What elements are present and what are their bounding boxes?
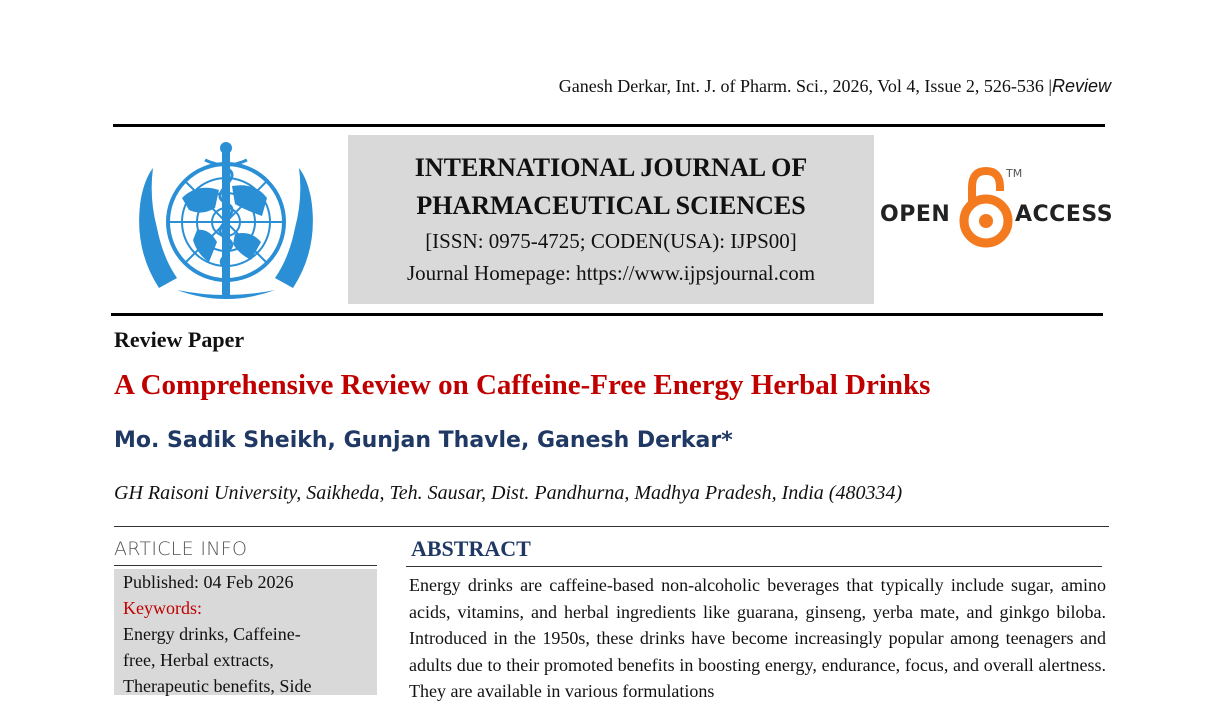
open-access-logo	[880, 165, 1114, 250]
header-rule-top	[113, 124, 1105, 127]
article-info-rule	[114, 565, 377, 566]
article-type: Review	[1051, 76, 1111, 96]
paper-type-label: Review Paper	[114, 327, 245, 352]
journal-emblem-logo	[127, 138, 325, 306]
journal-title-box	[348, 135, 874, 304]
open-access-word-open: OPEN	[880, 202, 951, 227]
citation-text: Ganesh Derkar, Int. J. of Pharm. Sci., 2026, Vol 4, Issue 2, 526-536	[558, 76, 1044, 96]
journal-title-line2: PHARMACEUTICAL SCIENCES	[416, 191, 806, 220]
abstract-rule	[406, 566, 1102, 567]
citation-line	[559, 76, 1111, 97]
keywords-line: Therapeutic benefits, Side	[123, 676, 312, 696]
abstract-body: Energy drinks are caffeine-based non-alcoholic beverages that typically include sugar, amino acids, vitamins, and herbal ingredients like guarana, ginseng, yerba mate, and ginkgo biloba. Introduced in the 1950s, these drinks have become increasingly popular among teenagers and adults due to their promoted benefits in boosting energy, endurance, focus, and overall alertness. They are available in various formulations	[409, 575, 1106, 701]
open-access-word-access: ACCESS	[1015, 202, 1114, 227]
keywords-label: Keywords:	[123, 598, 202, 618]
keywords-line: Energy drinks, Caffeine-	[123, 624, 301, 644]
article-info-box	[114, 569, 377, 695]
journal-title-line1: INTERNATIONAL JOURNAL OF	[414, 153, 808, 182]
journal-issn: [ISSN: 0975-4725; CODEN(USA): IJPS00]	[425, 229, 797, 253]
article-info-heading: ARTICLE INFO	[114, 538, 248, 560]
citation-separator: |	[1048, 76, 1052, 96]
published-date: Published: 04 Feb 2026	[123, 572, 294, 592]
trademark-mark: TM	[1006, 167, 1023, 180]
paper-title: A Comprehensive Review on Caffeine-Free Energy Herbal Drinks	[114, 369, 931, 401]
header-rule-bottom	[111, 313, 1103, 316]
author-affiliation: GH Raisoni University, Saikheda, Teh. Sausar, Dist. Pandhurna, Madhya Pradesh, India (480334)	[114, 482, 903, 504]
author-list: Mo. Sadik Sheikh, Gunjan Thavle, Ganesh Derkar*	[114, 428, 733, 453]
journal-homepage-link[interactable]: Journal Homepage: https://www.ijpsjournal.com	[406, 261, 816, 285]
keywords-line: free, Herbal extracts,	[123, 650, 274, 670]
affiliation-rule	[114, 526, 1109, 527]
abstract-heading: ABSTRACT	[411, 536, 531, 561]
